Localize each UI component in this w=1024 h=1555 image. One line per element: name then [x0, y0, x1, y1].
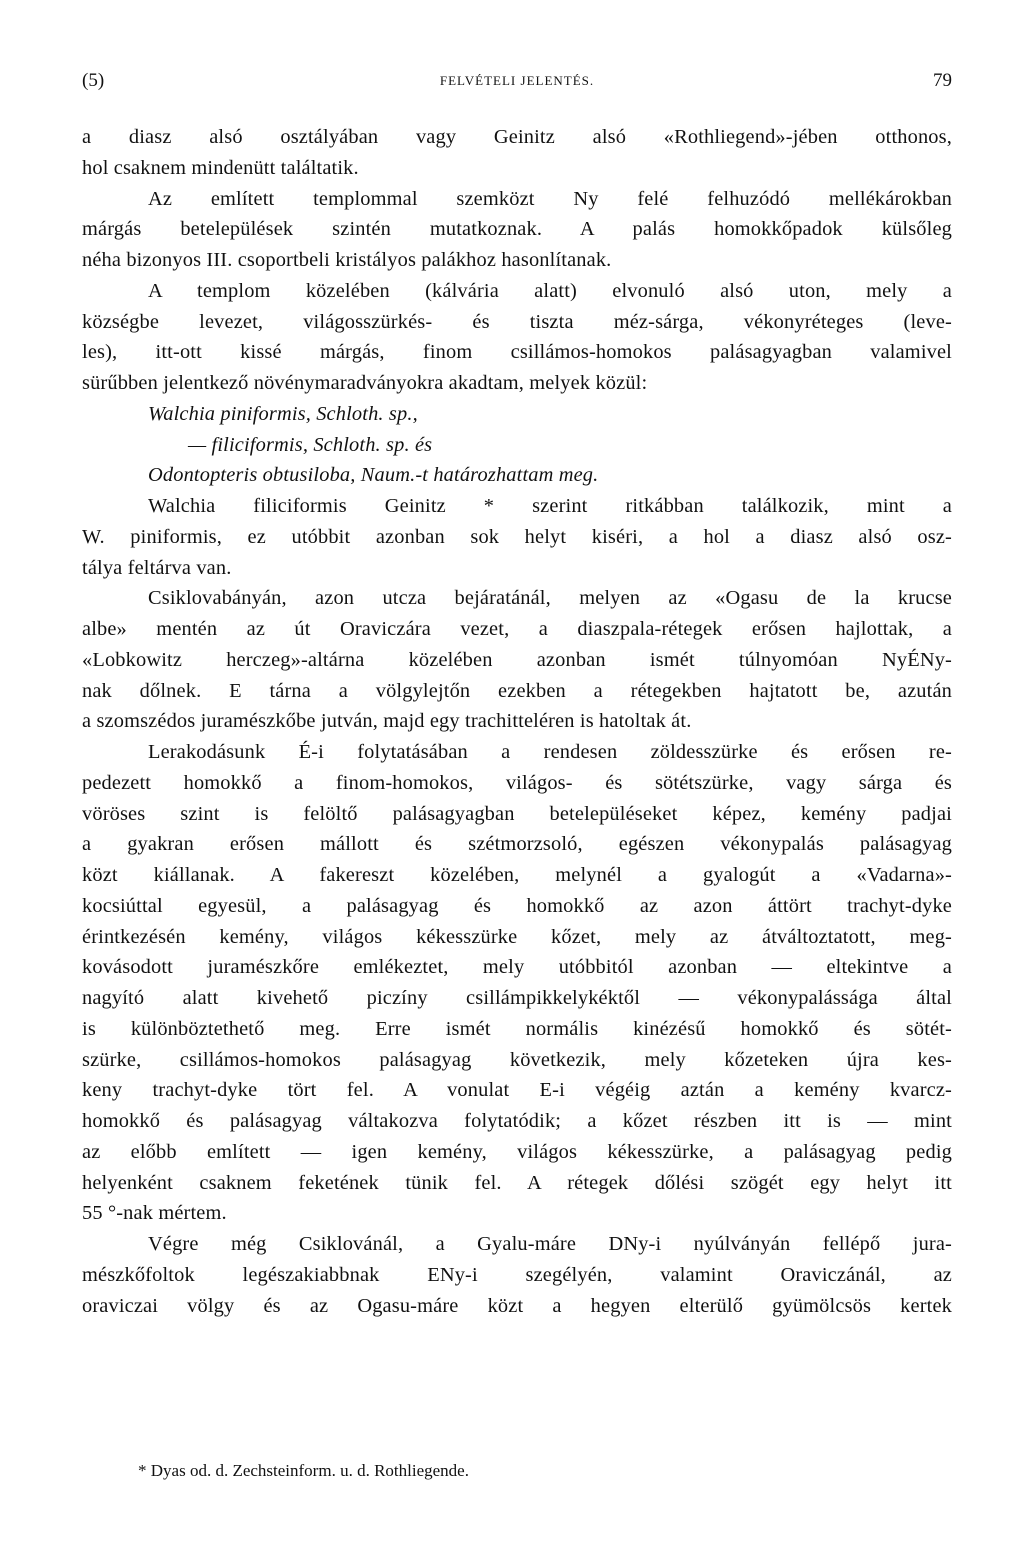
text-line: hol csaknem mindenütt találtatik.: [82, 156, 359, 179]
text-line: les), itt-ott kissé márgás, finom csillámos-homokos palásagyagban valamivel: [82, 341, 952, 364]
text-line: «Lobkowitz herczeg»-altárna közelében azonban ismét túlnyomóan NyÉNy-: [82, 648, 952, 671]
text-line: érintkezésén kemény, világos kékesszürke kőzet, mely az átváltoztatott, meg-: [82, 925, 952, 948]
text-line: kocsiúttal egyesül, a palásagyag és homokkő az azon áttört trachyt-dyke: [82, 894, 952, 917]
text-line: W. piniformis, ez utóbbit azonban sok helyt kiséri, a hol a diasz alsó osz-: [82, 525, 952, 548]
text-line: helyenként csaknem feketének tünik fel. A rétegek dőlési szögét egy helyt itt: [82, 1171, 952, 1194]
text-line: 55 °-nak mértem.: [82, 1202, 227, 1225]
page-header: [82, 70, 952, 100]
text-line: vöröses szint is felöltő palásagyagban betelepüléseket képez, kemény padjai: [82, 802, 952, 825]
text-line: is különböztethető meg. Erre ismét normális kinézésű homokkő és sötét-: [82, 1017, 952, 1040]
text-line: az előbb említett — igen kemény, világos kékesszürke, a palásagyag pedig: [82, 1140, 952, 1163]
text-line: pedezett homokkő a finom-homokos, világos- és sötétszürke, vagy sárga és: [82, 771, 952, 794]
running-title: FELVÉTELI JELENTÉS.: [439, 73, 595, 88]
text-line: keny trachyt-dyke tört fel. A vonulat E-i végéig aztán a kemény kvarcz-: [82, 1079, 952, 1102]
text-line: sürűbben jelentkező növénymaradványokra akadtam, melyek közül:: [82, 372, 648, 394]
text-line: a gyakran erősen mállott és szétmorzsoló, egészen vékonypalás palásagyag: [82, 833, 952, 856]
text-line: kovásodott juramészkőre emlékeztet, mely utóbbitól azonban — eltekintve a: [82, 956, 952, 979]
text-line: mészkőfoltok legészakiabbnak ENy-i szegélyén, valamint Oraviczánál, az: [82, 1263, 952, 1286]
text-line: homokkő és palásagyag váltakozva folytatódik; a kőzet részben itt is — mint: [82, 1110, 952, 1132]
text-line: Végre még Csiklovánál, a Gyalu-máre DNy-i nyúlványán fellépő jura-: [148, 1233, 952, 1255]
text-line: oraviczai völgy és az Ogasu-máre közt a hegyen elterülő gyümölcsös kertek: [82, 1294, 952, 1317]
text-line: nagyító alatt kivehető piczíny csillámpikkelykéktől — vékonypalássága által: [82, 987, 952, 1009]
text-line: a szomszédos juramészkőbe jutván, majd egy trachitteléren is hatoltak át.: [82, 710, 692, 733]
text-line: tálya feltárva van.: [82, 556, 232, 579]
species-line: Odontopteris obtusiloba, Naum.-t határozhattam meg.: [148, 464, 599, 487]
page-number: 79: [933, 70, 952, 91]
text-line: Walchia filiciformis Geinitz * szerint ritkábban találkozik, mint a: [148, 495, 952, 517]
text-line: Csiklovabányán, azon utcza bejáratánál, melyen az «Ogasu de la krucse: [148, 587, 952, 610]
species-line: Walchia piniformis, Schloth. sp.,: [148, 402, 418, 425]
text-line: márgás betelepülések szintén mutatkoznak. A palás homokkőpadok külsőleg: [82, 218, 952, 241]
text-line: Lerakodásunk É-i folytatásában a rendesen zöldesszürke és erősen re-: [148, 741, 952, 763]
species-line: — filiciformis, Schloth. sp. és: [188, 433, 433, 456]
text-line: néha bizonyos III. csoportbeli kristályos palákhoz hasonlítanak.: [82, 249, 612, 271]
text-line: nak dőlnek. E tárna a völgylejtőn ezekben a rétegekben hajtatott be, azután: [82, 679, 952, 702]
text-line: a diasz alsó osztályában vagy Geinitz alsó «Rothliegend»-jében otthonos,: [82, 126, 952, 148]
body-text: [82, 122, 952, 1321]
text-line: szürke, csillámos-homokos palásagyag következik, mely kőzeteken újra kes-: [82, 1048, 952, 1071]
footnote: * Dyas od. d. Zechsteinform. u. d. Rothliegende.: [138, 1461, 469, 1480]
text-line: A templom közelében (kálvária alatt) elvonuló alsó uton, mely a: [148, 279, 952, 302]
page-marker: (5): [82, 70, 105, 91]
text-line: albe» mentén az út Oraviczára vezet, a diaszpala-rétegek erősen hajlottak, a: [82, 618, 952, 640]
text-line: közt kiállanak. A fakereszt közelében, melynél a gyalogút a «Vadarna»-: [82, 864, 952, 886]
text-line: Az említett templommal szemközt Ny felé felhuzódó mellékárokban: [148, 187, 952, 210]
text-line: községbe levezet, világosszürkés- és tiszta méz-sárga, vékonyréteges (leve-: [82, 310, 952, 333]
